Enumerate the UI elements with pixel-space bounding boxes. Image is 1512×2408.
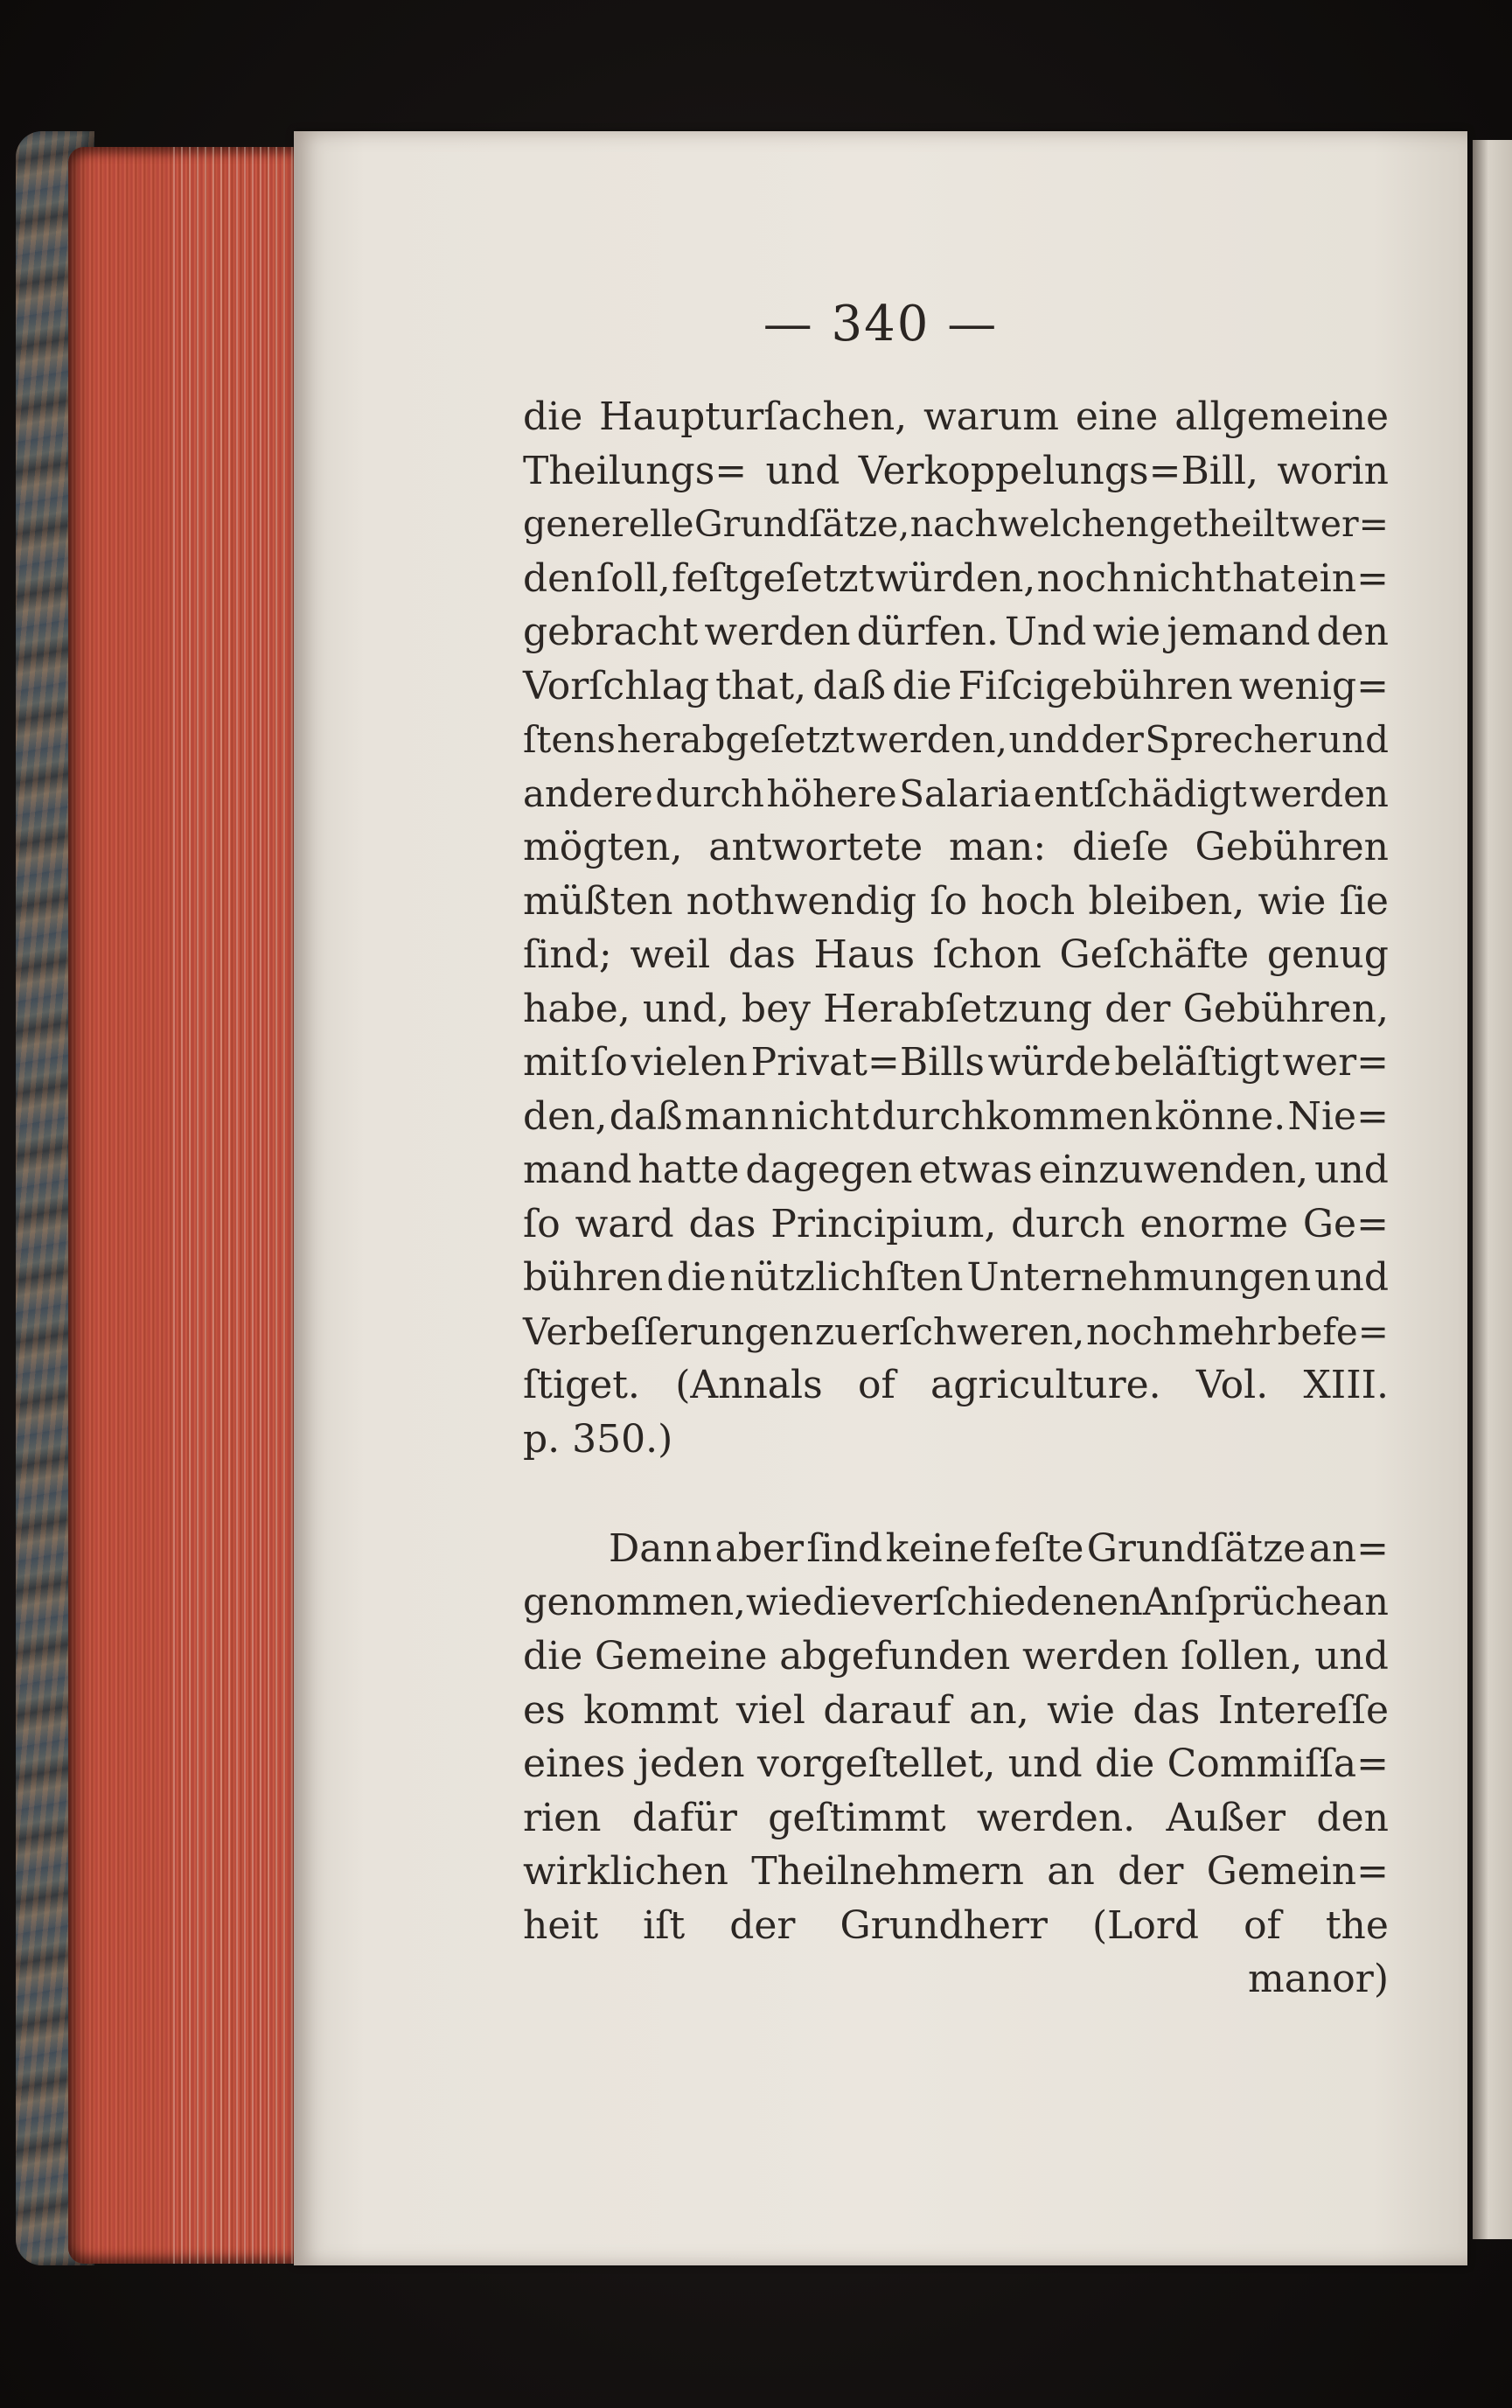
- word: Intereſſe: [1217, 1687, 1389, 1733]
- word: nothwendig: [686, 878, 917, 924]
- word: Sprecher: [1145, 718, 1317, 761]
- word: feſtgeſetzt: [672, 555, 874, 601]
- word: ſtiget.: [523, 1363, 640, 1407]
- text-line: [523, 928, 1389, 982]
- text-line: [523, 1630, 1389, 1684]
- word: an: [1341, 1580, 1389, 1624]
- word: eines: [523, 1741, 626, 1786]
- text-line: [523, 1522, 1389, 1576]
- word: Salaria: [899, 771, 1032, 815]
- word: dafür: [631, 1795, 737, 1840]
- word: vorgeſtellet,: [757, 1741, 996, 1786]
- word: heit: [523, 1902, 599, 1948]
- text-line: [523, 660, 1389, 714]
- word: durch: [1011, 1201, 1125, 1246]
- text-line: p. 350.): [523, 1416, 673, 1462]
- word: man:: [949, 825, 1047, 869]
- word: und: [765, 448, 840, 493]
- word: werden,: [855, 718, 1007, 761]
- word: herabgeſetzt: [617, 718, 855, 761]
- word: das: [1132, 1687, 1201, 1733]
- word: bleiben,: [1088, 878, 1245, 924]
- word: wer=: [1282, 1040, 1389, 1085]
- word: gebracht: [523, 610, 699, 654]
- text-line: [523, 605, 1389, 660]
- word: Verkoppelungs=Bill,: [858, 448, 1258, 493]
- word: Gebühren: [1195, 825, 1389, 869]
- word: wer=: [1289, 503, 1389, 545]
- word: habe,: [523, 986, 631, 1031]
- word: Fiſcigebühren: [958, 663, 1233, 708]
- word: ſo: [590, 1040, 628, 1085]
- word: ward: [575, 1201, 674, 1246]
- word: viel: [735, 1687, 805, 1733]
- word: ſtens: [523, 718, 616, 761]
- word: ein=: [1296, 555, 1389, 601]
- word: mögten,: [523, 825, 683, 869]
- word: dagegen: [745, 1148, 913, 1192]
- word: Grundſätze,: [693, 503, 910, 545]
- text-line: [523, 1358, 1389, 1413]
- word: that,: [715, 663, 807, 708]
- paragraph-gap: [523, 1466, 1389, 1522]
- word: ſollen,: [1181, 1634, 1303, 1679]
- word: dieſe: [1072, 825, 1169, 869]
- word: befe=: [1277, 1309, 1389, 1353]
- text-line: [523, 875, 1389, 929]
- word: dürfen.: [856, 610, 999, 654]
- word: den: [523, 555, 596, 601]
- word: jemand: [1167, 610, 1311, 654]
- word: hatte: [638, 1148, 740, 1192]
- word: darauf: [823, 1687, 951, 1733]
- word: Gemein=: [1206, 1849, 1389, 1894]
- word: durch: [655, 771, 764, 815]
- facing-page-edge: [1473, 140, 1512, 2239]
- word: getheilt: [1148, 503, 1290, 545]
- word: antwortete: [708, 825, 923, 869]
- word: es: [523, 1687, 566, 1733]
- word: Gemeine: [595, 1634, 768, 1679]
- word: der: [1104, 986, 1171, 1031]
- word: of: [857, 1363, 895, 1407]
- text-line: [523, 713, 1389, 767]
- word: Geſchäfte: [1059, 932, 1250, 977]
- word: mehr: [1177, 1309, 1276, 1353]
- word: wenig=: [1238, 663, 1389, 708]
- word: an,: [969, 1687, 1029, 1733]
- word: allgemeine: [1174, 394, 1389, 439]
- word: und: [1314, 1148, 1389, 1192]
- word: und: [1007, 1741, 1083, 1786]
- word: (Lord: [1091, 1902, 1200, 1948]
- text-line: [523, 1036, 1389, 1090]
- word: rien: [523, 1795, 602, 1840]
- word: wie: [1047, 1687, 1115, 1733]
- page-number: — 340 —: [763, 296, 999, 352]
- word: daß: [609, 1093, 683, 1139]
- word: kommt: [583, 1687, 719, 1733]
- word: wie: [1092, 610, 1161, 654]
- word: wie: [745, 1580, 812, 1624]
- word: Theilungs=: [523, 448, 748, 493]
- word: warum: [923, 394, 1059, 439]
- word: Anſprüche: [1142, 1580, 1342, 1624]
- word: Unternehmungen: [966, 1255, 1312, 1300]
- word: das: [688, 1201, 756, 1246]
- text-line: [523, 444, 1389, 499]
- word: werden: [1249, 771, 1389, 815]
- word: of: [1244, 1902, 1281, 1948]
- word: (Annals: [675, 1363, 823, 1407]
- word: Grundherr: [840, 1902, 1048, 1948]
- word: aber: [714, 1526, 805, 1571]
- word: einzuwenden,: [1038, 1148, 1309, 1192]
- word: durchkommen: [871, 1093, 1153, 1139]
- word: Haupturſachen,: [599, 394, 908, 439]
- text-line: [523, 552, 1389, 606]
- word: die: [523, 394, 583, 439]
- word: und: [1314, 1255, 1389, 1300]
- word: den: [1316, 1795, 1389, 1840]
- word: erſchweren,: [860, 1309, 1085, 1353]
- word: hoch: [980, 878, 1076, 924]
- page-edges: [68, 147, 303, 2264]
- word: bey: [741, 986, 811, 1031]
- word: Grundſätze: [1086, 1526, 1306, 1571]
- word: enorme: [1139, 1201, 1289, 1246]
- text-line: [523, 1197, 1389, 1252]
- word: und: [1008, 718, 1080, 761]
- text-line: [523, 1305, 1389, 1359]
- word: Privat=Bills: [750, 1040, 985, 1085]
- word: den: [1316, 610, 1389, 654]
- text-line: [523, 820, 1389, 875]
- word: nützlichſten: [729, 1255, 964, 1300]
- word: weil: [630, 932, 711, 977]
- word: müßten: [523, 878, 673, 924]
- word: Und: [1004, 610, 1087, 654]
- word: the: [1325, 1902, 1389, 1948]
- text-line: [523, 1090, 1389, 1144]
- word: Herabſetzung: [823, 986, 1092, 1031]
- word: Ge=: [1302, 1201, 1389, 1246]
- word: könne.: [1154, 1093, 1286, 1139]
- word: vielen: [631, 1040, 748, 1085]
- word: mit: [523, 1040, 588, 1085]
- word: bühren: [523, 1255, 664, 1300]
- word: keine: [885, 1526, 992, 1571]
- word: ſind: [806, 1526, 883, 1571]
- word: daß: [812, 663, 887, 708]
- word: und: [1314, 1634, 1389, 1679]
- word: an: [1047, 1849, 1095, 1894]
- word: den,: [523, 1093, 608, 1139]
- word: an=: [1308, 1526, 1389, 1571]
- word: Haus: [813, 932, 916, 977]
- word: feſte: [994, 1526, 1084, 1571]
- word: Außer: [1166, 1795, 1286, 1840]
- text-line: [523, 1576, 1389, 1630]
- text-line: [523, 982, 1389, 1036]
- text-line: [523, 1251, 1389, 1305]
- word: jeden: [638, 1741, 745, 1786]
- word: genug: [1266, 932, 1389, 977]
- text-line: [523, 1791, 1389, 1846]
- word: der: [1118, 1849, 1184, 1894]
- word: wie: [1258, 878, 1327, 924]
- word: höhere: [766, 771, 897, 815]
- word: noch: [1036, 555, 1132, 601]
- body-text: [523, 390, 1389, 2007]
- word: etwas: [918, 1148, 1033, 1192]
- word: Commiſſa=: [1167, 1741, 1389, 1786]
- word: werden.: [976, 1795, 1136, 1840]
- word: wirklichen: [523, 1849, 728, 1894]
- word: hat: [1232, 555, 1296, 601]
- word: die: [523, 1634, 583, 1679]
- word: werden: [1022, 1634, 1169, 1679]
- word: Nie=: [1287, 1093, 1389, 1139]
- word: ſoll,: [596, 555, 671, 601]
- word: der: [1080, 718, 1144, 761]
- word: ſo: [930, 878, 968, 924]
- word: Vol.: [1195, 1363, 1269, 1407]
- catchword: manor): [1248, 1957, 1389, 2001]
- word: geſtimmt: [768, 1795, 946, 1840]
- word: generelle: [523, 503, 694, 545]
- word: Vorſchlag: [523, 663, 709, 708]
- word: würde: [987, 1040, 1111, 1085]
- word: abgefunden: [779, 1634, 1011, 1679]
- word: und: [1317, 718, 1389, 761]
- word: welchen: [998, 503, 1149, 545]
- word: nach: [909, 503, 998, 545]
- word: ſchon: [932, 932, 1042, 977]
- text-line: [523, 1143, 1389, 1197]
- word: zu: [814, 1309, 859, 1353]
- word: eine: [1075, 394, 1159, 439]
- word: genommen,: [523, 1580, 746, 1624]
- word: nicht: [770, 1093, 870, 1139]
- text-line: [523, 1684, 1389, 1738]
- word: die: [812, 1580, 871, 1624]
- word: XIII.: [1303, 1363, 1389, 1407]
- text-line: [523, 390, 1389, 444]
- word: die: [1094, 1741, 1155, 1786]
- word: das: [728, 932, 796, 977]
- word: würden,: [874, 555, 1036, 601]
- text-line: [523, 1737, 1389, 1791]
- word: entſchädigt: [1033, 771, 1247, 815]
- word: ſie: [1339, 878, 1389, 924]
- word: noch: [1086, 1309, 1177, 1353]
- word: werden: [704, 610, 851, 654]
- word: mand: [523, 1148, 632, 1192]
- word: Dann: [609, 1526, 713, 1571]
- text-line: [523, 1845, 1389, 1899]
- word: ſind;: [523, 932, 612, 977]
- word: Theilnehmern: [751, 1849, 1024, 1894]
- word: Gebühren,: [1182, 986, 1389, 1031]
- word: man: [684, 1093, 770, 1139]
- text-line: [523, 767, 1389, 821]
- word: beläſtigt: [1114, 1040, 1279, 1085]
- word: Verbeſſerungen: [523, 1309, 814, 1353]
- word: iſt: [643, 1902, 686, 1948]
- word: die: [666, 1255, 727, 1300]
- text-line: [523, 1899, 1389, 1953]
- word: verſchiedenen: [870, 1580, 1143, 1624]
- word: der: [729, 1902, 796, 1948]
- word: ſo: [523, 1201, 561, 1246]
- word: agriculture.: [930, 1363, 1161, 1407]
- word: die: [892, 663, 952, 708]
- text-line: [523, 498, 1389, 552]
- word: andere: [523, 771, 653, 815]
- word: nicht: [1132, 555, 1231, 601]
- word: und,: [642, 986, 729, 1031]
- word: worin: [1277, 448, 1389, 493]
- word: Principium,: [770, 1201, 997, 1246]
